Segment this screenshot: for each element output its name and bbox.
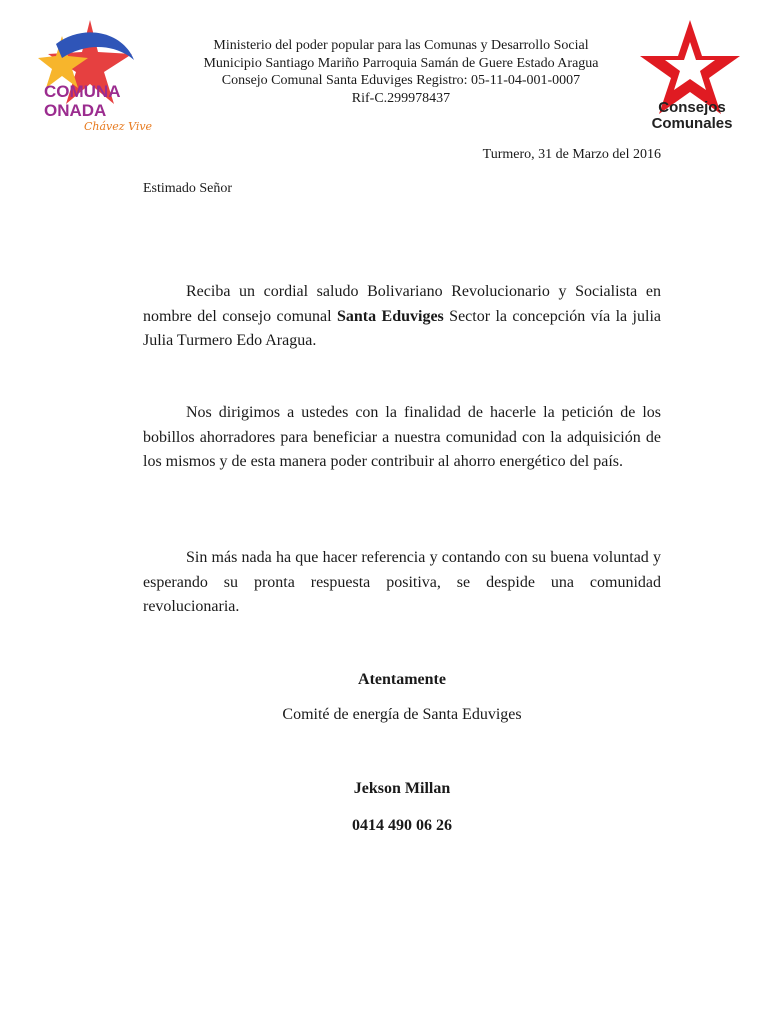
signer-phone: 0414 490 06 26: [352, 817, 452, 834]
signer-name: Jekson Millan: [353, 780, 451, 797]
letterhead: [160, 37, 642, 107]
letterhead-rif: Rif-C.299978437: [351, 90, 451, 106]
logo-word-comunales: Comunales: [651, 115, 733, 132]
paragraph-farewell: Sin más nada ha que hacer referencia y contando con su buena voluntad y esperando su pronta respuesta positiva, se despide una comunidad revolucionaria.: [143, 549, 661, 615]
logo-word-onada: ONADA: [44, 101, 107, 120]
logo-word-comuna: COMUNA: [44, 82, 121, 101]
letter-greeting: Estimado Señor: [143, 181, 233, 196]
closing-committee: Comité de energía de Santa Eduviges: [282, 706, 522, 723]
paragraph-greeting-start: Reciba un cordial saludo Bolivariano Revolucionario y Socialista en nombre del consejo comunal: [143, 283, 661, 325]
paragraph-request: Nos dirigimos a ustedes con la finalidad de hacerle la petición de los bobillos ahorradores para beneficiar a nuestra comunidad con la adquisición de los mismos y de esta manera poder contribuir al ahorro energético del país.: [143, 404, 661, 470]
comuna-onada-logo: [38, 14, 153, 138]
paragraph-greeting-end: Sector la concepción vía la julia Julia Turmero Edo Aragua.: [143, 307, 661, 349]
letterhead-ministry: Ministerio del poder popular para las Comunas y Desarrollo Social: [213, 38, 589, 53]
letterhead-council-registry: Consejo Comunal Santa Eduviges Registro: 05-11-04-001-0007: [221, 73, 581, 88]
council-name-bold: Santa Eduviges: [337, 307, 444, 325]
consejos-comunales-logo: [636, 16, 744, 136]
letterhead-municipality: Municipio Santiago Mariño Parroquia Samán de Guere Estado Aragua: [203, 55, 599, 71]
paragraph-greeting: [143, 280, 661, 354]
logo-tagline: Chávez Vive: [84, 120, 153, 133]
closing-salutation: Atentamente: [358, 671, 446, 688]
logo-word-consejos: Consejos: [658, 99, 726, 116]
letter-date: Turmero, 31 de Marzo del 2016: [482, 147, 661, 162]
